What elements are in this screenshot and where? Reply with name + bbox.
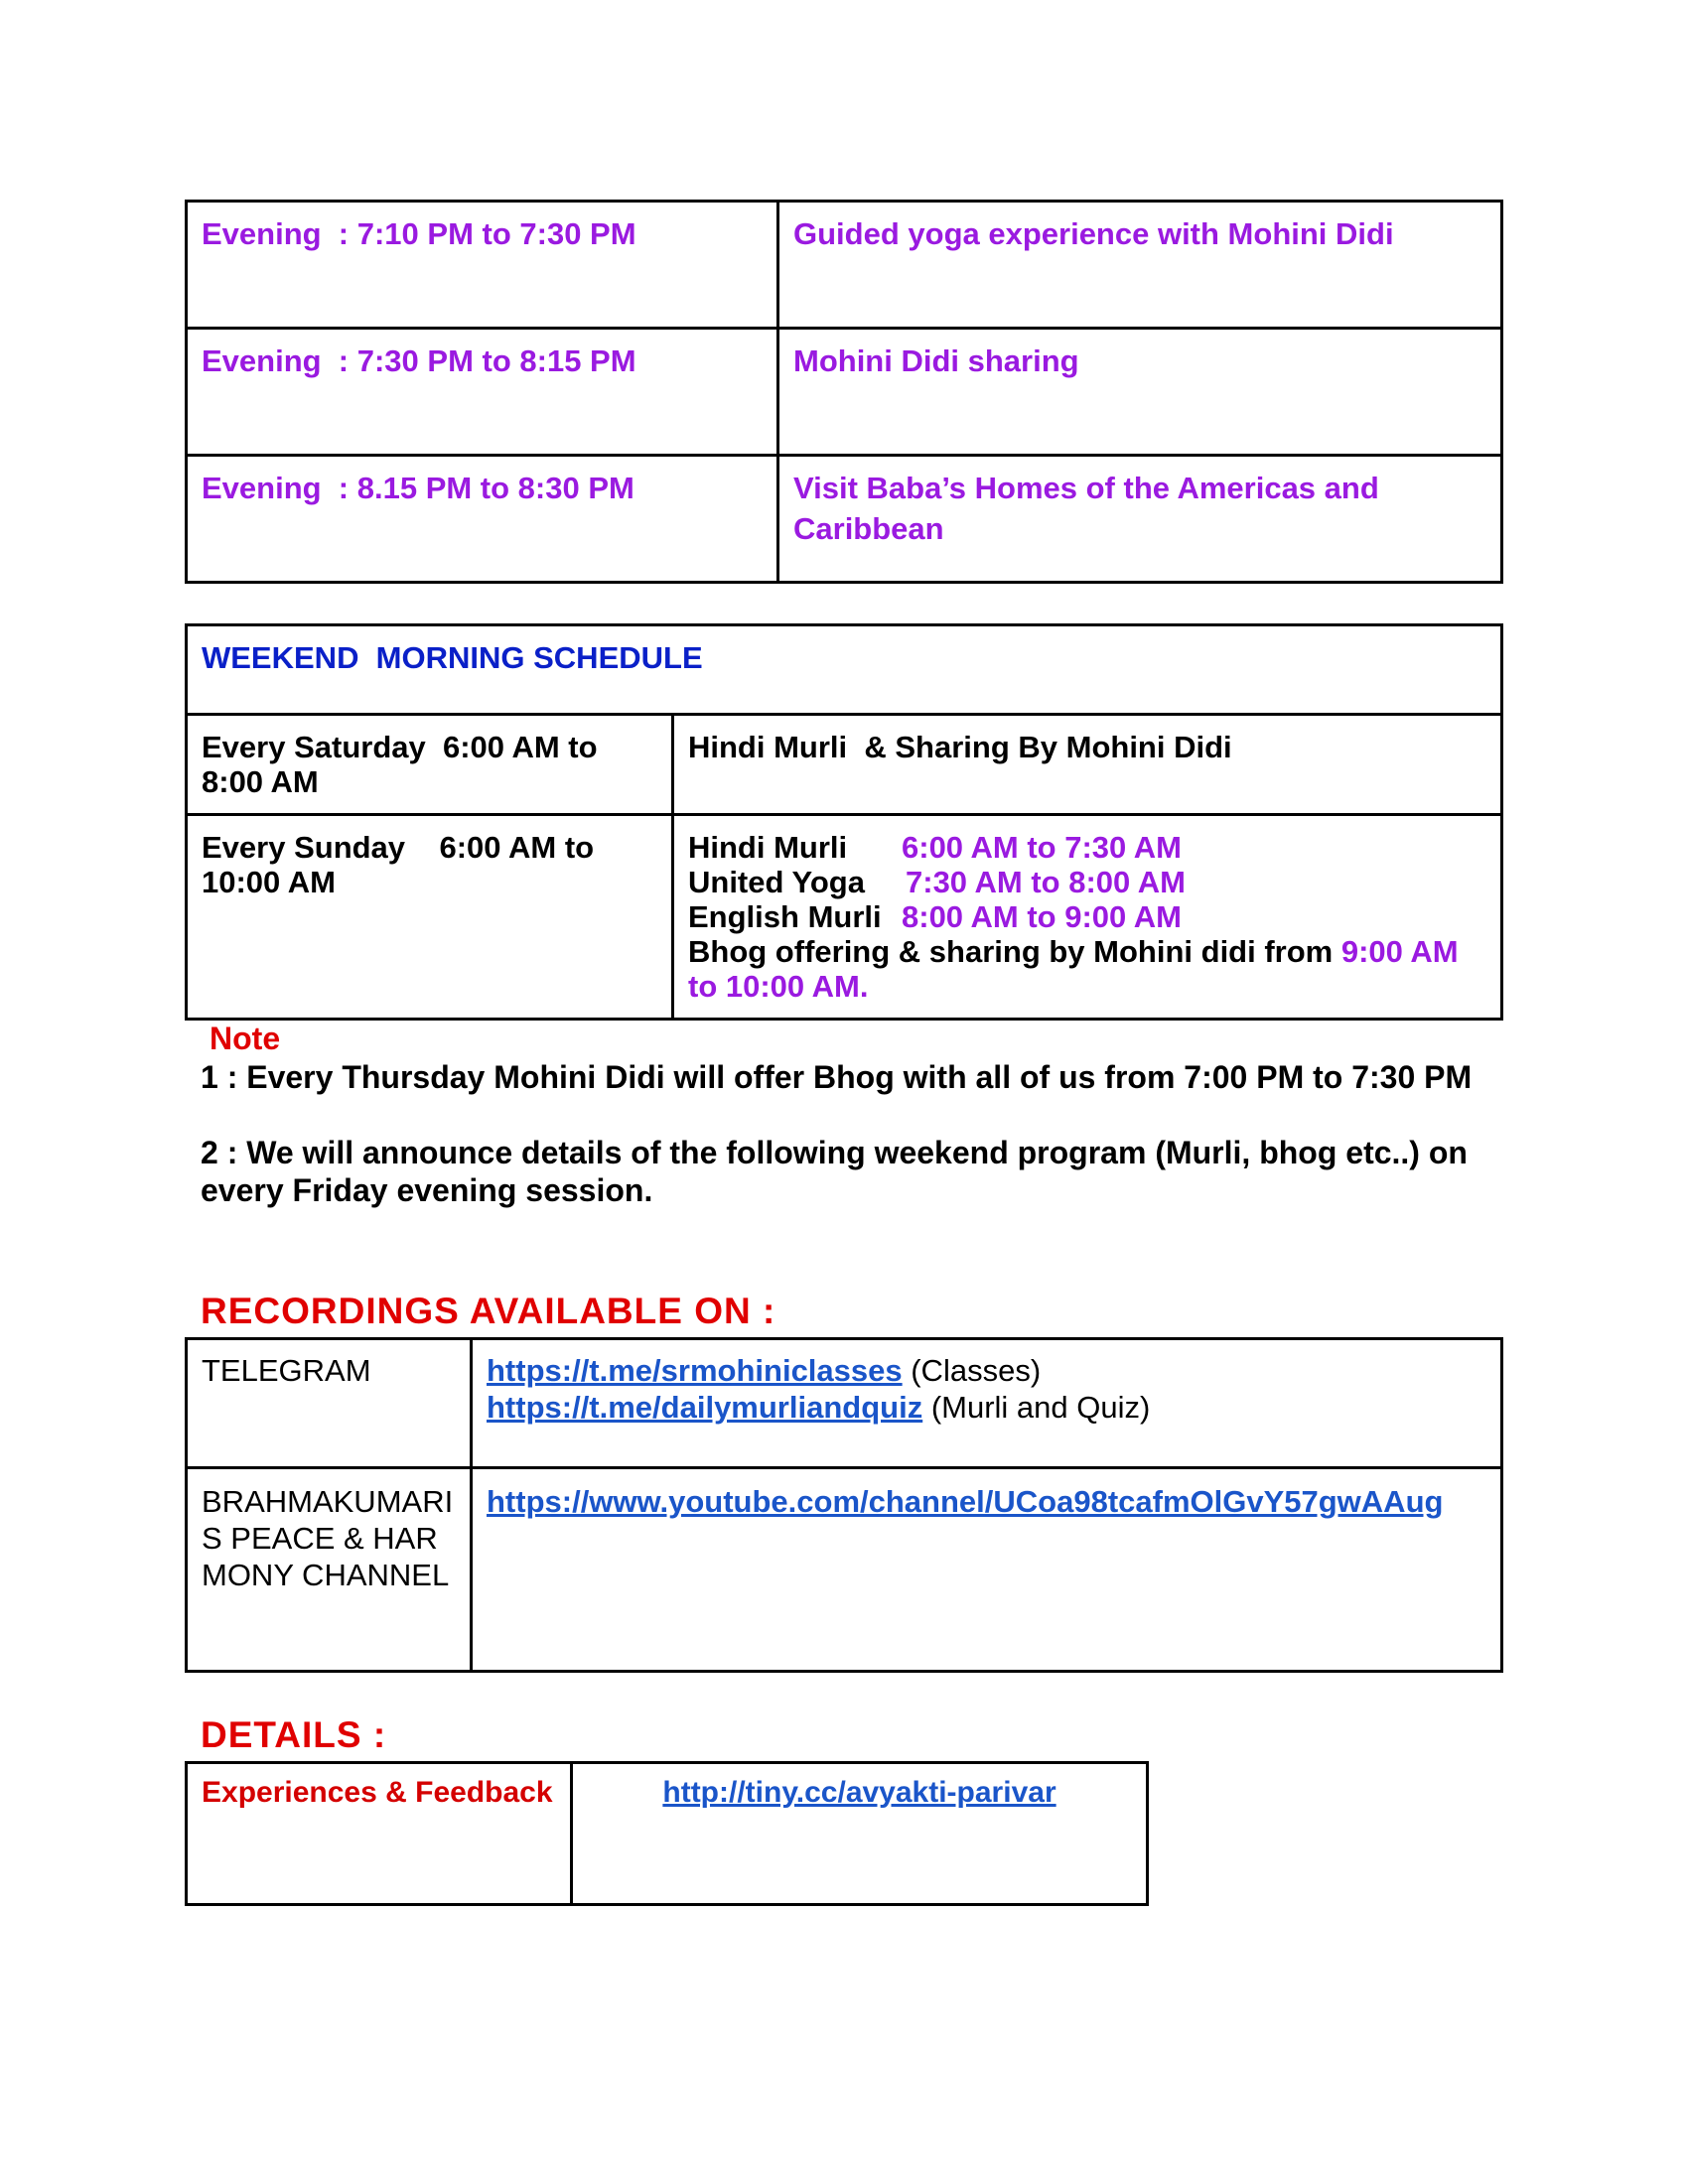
sunday-item — [688, 865, 1486, 899]
sunday-item — [688, 899, 1486, 934]
saturday-activity: Hindi Murli & Sharing By Mohini Didi — [688, 730, 1232, 764]
sunday-item-time: 8:00 AM to 9:00 AM — [902, 899, 1182, 934]
recordings-heading: RECORDINGS AVAILABLE ON : — [201, 1291, 776, 1331]
table-row — [187, 329, 1502, 456]
bhog-time: 9:00 AM to 10:00 AM. — [688, 934, 1459, 1004]
evening-schedule-table — [185, 200, 1503, 584]
sunday-item-label: English Murli — [688, 899, 882, 934]
saturday-activity-cell — [673, 715, 1502, 815]
table-row — [187, 1339, 1502, 1468]
channel-label: BRAHMAKUMARIS PEACE & HARMONY CHANNEL — [202, 1484, 454, 1592]
evening-activity: Guided yoga experience with Mohini Didi — [793, 216, 1394, 251]
evening-activity-cell — [778, 329, 1502, 456]
details-link-cell — [572, 1763, 1148, 1905]
note-title: Note — [210, 1021, 281, 1056]
details-heading: DETAILS : — [201, 1714, 387, 1755]
weekend-header: WEEKEND MORNING SCHEDULE — [202, 640, 703, 675]
telegram-line-2 — [487, 1389, 1486, 1426]
youtube-link-cell — [472, 1468, 1502, 1672]
bhog-text: Bhog offering & sharing by Mohini didi from — [688, 934, 1334, 969]
channel-label-cell — [187, 1468, 472, 1672]
details-feedback-link[interactable]: http://tiny.cc/avyakti-parivar — [662, 1776, 1056, 1809]
sunday-day: Every Sunday 6:00 AM to 10:00 AM — [202, 830, 603, 899]
details-table — [185, 1761, 1149, 1906]
saturday-day: Every Saturday 6:00 AM to 8:00 AM — [202, 730, 607, 799]
evening-time-cell — [187, 456, 778, 583]
evening-activity-cell — [778, 456, 1502, 583]
telegram-label-cell — [187, 1339, 472, 1468]
evening-time: Evening : 7:30 PM to 8:15 PM — [202, 343, 636, 378]
bhog-line — [688, 934, 1486, 1004]
sunday-item-label: Hindi Murli — [688, 830, 848, 865]
evening-activity-cell — [778, 202, 1502, 329]
saturday-day-cell — [187, 715, 673, 815]
table-row — [187, 1468, 1502, 1672]
weekend-header-cell — [187, 625, 1502, 715]
evening-activity: Visit Baba’s Homes of the Americas and Caribbean — [793, 471, 1379, 546]
details-label: Experiences & Feedback — [202, 1776, 553, 1809]
recordings-table — [185, 1337, 1503, 1673]
evening-time: Evening : 8.15 PM to 8:30 PM — [202, 471, 634, 505]
evening-time-cell — [187, 329, 778, 456]
telegram-quiz-link[interactable]: https://t.me/dailymurliandquiz — [487, 1390, 923, 1425]
telegram-label: TELEGRAM — [202, 1353, 371, 1388]
evening-time-cell — [187, 202, 778, 329]
table-row — [187, 625, 1502, 715]
sunday-activity-cell — [673, 815, 1502, 1020]
table-row — [187, 202, 1502, 329]
evening-activity: Mohini Didi sharing — [793, 343, 1079, 378]
note-line-1: 1 : Every Thursday Mohini Didi will offer Bhog with all of us from 7:00 PM to 7:30 PM — [201, 1059, 1473, 1095]
table-row — [187, 715, 1502, 815]
youtube-channel-link[interactable]: https://www.youtube.com/channel/UCoa98tcafmOlGvY57gwAAug — [487, 1484, 1444, 1519]
telegram-classes-link[interactable]: https://t.me/srmohiniclasses — [487, 1353, 903, 1388]
weekend-schedule-table — [185, 623, 1503, 1021]
evening-time: Evening : 7:10 PM to 7:30 PM — [202, 216, 636, 251]
sunday-day-cell — [187, 815, 673, 1020]
telegram-classes-note: (Classes) — [902, 1353, 1042, 1388]
table-row — [187, 815, 1502, 1020]
sunday-item — [688, 830, 1486, 865]
telegram-quiz-note: (Murli and Quiz) — [922, 1390, 1151, 1425]
sunday-item-label: United Yoga — [688, 865, 865, 899]
telegram-links-cell — [472, 1339, 1502, 1468]
table-row — [187, 456, 1502, 583]
sunday-item-time: 6:00 AM to 7:30 AM — [902, 830, 1182, 865]
details-label-cell — [187, 1763, 572, 1905]
note-line-2: 2 : We will announce details of the following weekend program (Murli, bhog etc..) on every Friday evening session. — [201, 1135, 1468, 1208]
table-row — [187, 1763, 1148, 1905]
sunday-item-time: 7:30 AM to 8:00 AM — [906, 865, 1186, 899]
telegram-line-1 — [487, 1352, 1486, 1389]
